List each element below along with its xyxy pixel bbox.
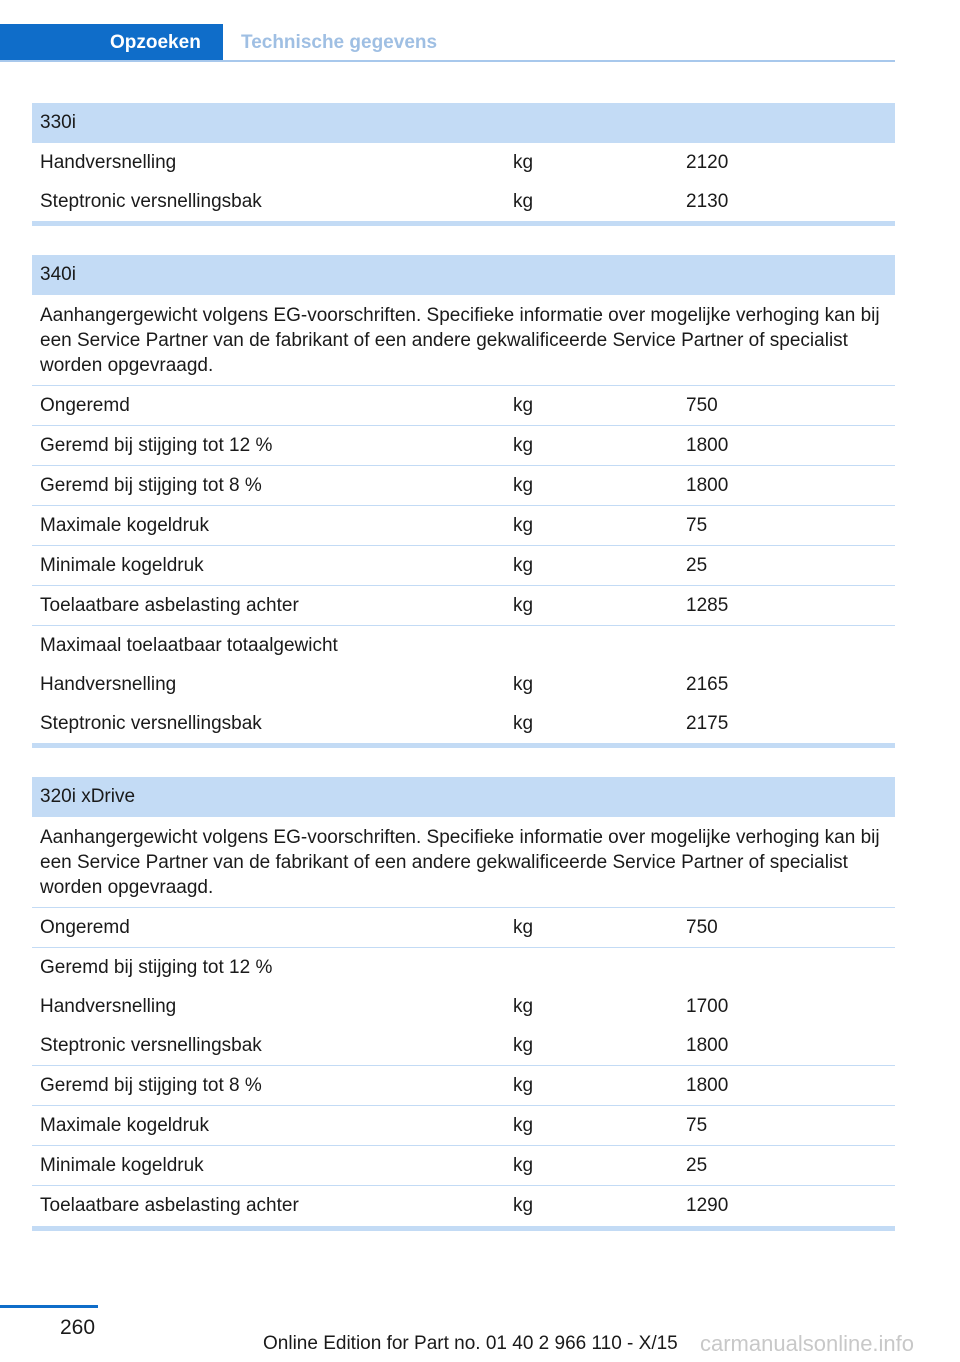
row-unit: kg bbox=[513, 1035, 534, 1056]
row-unit: kg bbox=[513, 917, 534, 938]
row-value: 1800 bbox=[686, 435, 729, 456]
row-label: Minimale kogeldruk bbox=[40, 555, 204, 576]
row-label: Geremd bij stijging tot 8 % bbox=[40, 475, 262, 496]
row-value: 1285 bbox=[686, 595, 729, 616]
header-divider bbox=[0, 60, 895, 62]
table-row bbox=[32, 1146, 895, 1186]
section-title: 340i bbox=[32, 255, 895, 295]
table-row bbox=[32, 143, 895, 182]
section-end-bar bbox=[32, 221, 895, 226]
section-340i bbox=[32, 255, 895, 748]
section-note: Aanhangergewicht volgens EG-voorschriften. Specifieke informatie over mogelijke verhoging kan bij een Service Partner van de fabrikant of een andere gekwalificeerde Service Partner of specialist worden opgevraagd. bbox=[32, 295, 895, 386]
row-label: Geremd bij stijging tot 12 % bbox=[40, 435, 273, 456]
table-row bbox=[32, 466, 895, 506]
table-row bbox=[32, 506, 895, 546]
row-unit: kg bbox=[513, 1075, 534, 1096]
row-value: 2120 bbox=[686, 152, 729, 173]
row-label: Ongeremd bbox=[40, 917, 130, 938]
row-unit: kg bbox=[513, 555, 534, 576]
row-label: Maximale kogeldruk bbox=[40, 1115, 209, 1136]
row-label: Handversnelling bbox=[40, 674, 177, 695]
row-value: 1800 bbox=[686, 1035, 729, 1056]
row-value: 1800 bbox=[686, 475, 729, 496]
section-330i bbox=[32, 103, 895, 226]
table-row bbox=[32, 908, 895, 948]
tab-opzoeken[interactable]: Opzoeken bbox=[0, 24, 223, 61]
section-end-bar bbox=[32, 1226, 895, 1231]
page-number: 260 bbox=[60, 1316, 96, 1339]
section-end-bar bbox=[32, 743, 895, 748]
row-value: 750 bbox=[686, 917, 718, 938]
row-value: 2130 bbox=[686, 191, 729, 212]
row-unit: kg bbox=[513, 713, 534, 734]
table-row bbox=[32, 1026, 895, 1066]
row-unit: kg bbox=[513, 152, 534, 173]
row-value: 25 bbox=[686, 1155, 708, 1176]
row-label: Toelaatbare asbelasting achter bbox=[40, 595, 299, 616]
row-unit: kg bbox=[513, 435, 534, 456]
row-unit: kg bbox=[513, 515, 534, 536]
row-value: 2165 bbox=[686, 674, 729, 695]
table-row bbox=[32, 704, 895, 743]
table-row bbox=[32, 987, 895, 1026]
row-unit: kg bbox=[513, 1115, 534, 1136]
row-label: Maximale kogeldruk bbox=[40, 515, 209, 536]
tab-technische-gegevens[interactable]: Technische gegevens bbox=[241, 32, 438, 53]
table-row bbox=[32, 386, 895, 426]
row-unit: kg bbox=[513, 395, 534, 416]
row-value: 1290 bbox=[686, 1195, 729, 1216]
row-value: 1800 bbox=[686, 1075, 729, 1096]
row-label: Geremd bij stijging tot 8 % bbox=[40, 1075, 262, 1096]
table-subheading bbox=[32, 948, 895, 987]
subheading-label: Geremd bij stijging tot 12 % bbox=[40, 957, 273, 978]
section-320i-xdrive bbox=[32, 777, 895, 1231]
row-label: Steptronic versnellingsbak bbox=[40, 1035, 262, 1056]
row-unit: kg bbox=[513, 595, 534, 616]
header-tabs bbox=[0, 0, 960, 62]
section-note: Aanhangergewicht volgens EG-voorschriften. Specifieke informatie over mogelijke verhoging kan bij een Service Partner van de fabrikant of een andere gekwalificeerde Service Partner of specialist worden opgevraagd. bbox=[32, 817, 895, 908]
row-unit: kg bbox=[513, 191, 534, 212]
table-subheading bbox=[32, 626, 895, 665]
table-row bbox=[32, 586, 895, 626]
table-row bbox=[32, 426, 895, 466]
table-row bbox=[32, 665, 895, 704]
row-unit: kg bbox=[513, 1155, 534, 1176]
row-label: Handversnelling bbox=[40, 152, 177, 173]
row-label: Steptronic versnellingsbak bbox=[40, 713, 262, 734]
watermark: carmanualsonline.info bbox=[700, 1331, 915, 1356]
row-label: Toelaatbare asbelasting achter bbox=[40, 1195, 299, 1216]
row-value: 1700 bbox=[686, 996, 729, 1017]
row-value: 75 bbox=[686, 1115, 708, 1136]
row-label: Steptronic versnellingsbak bbox=[40, 191, 262, 212]
row-value: 750 bbox=[686, 395, 718, 416]
footer-accent-line bbox=[0, 1305, 98, 1308]
table-row bbox=[32, 546, 895, 586]
row-unit: kg bbox=[513, 1195, 534, 1216]
row-label: Ongeremd bbox=[40, 395, 130, 416]
table-row bbox=[32, 1106, 895, 1146]
table-row bbox=[32, 1186, 895, 1226]
row-unit: kg bbox=[513, 475, 534, 496]
edition-text: Online Edition for Part no. 01 40 2 966 110 - X/15 bbox=[263, 1333, 678, 1354]
row-value: 2175 bbox=[686, 713, 729, 734]
row-value: 25 bbox=[686, 555, 708, 576]
row-value: 75 bbox=[686, 515, 708, 536]
row-label: Handversnelling bbox=[40, 996, 177, 1017]
table-row bbox=[32, 1066, 895, 1106]
table-row bbox=[32, 182, 895, 221]
row-unit: kg bbox=[513, 996, 534, 1017]
section-title: 320i xDrive bbox=[32, 777, 895, 817]
subheading-label: Maximaal toelaatbaar totaalgewicht bbox=[40, 635, 338, 656]
row-unit: kg bbox=[513, 674, 534, 695]
row-label: Minimale kogeldruk bbox=[40, 1155, 204, 1176]
section-title: 330i bbox=[32, 103, 895, 143]
